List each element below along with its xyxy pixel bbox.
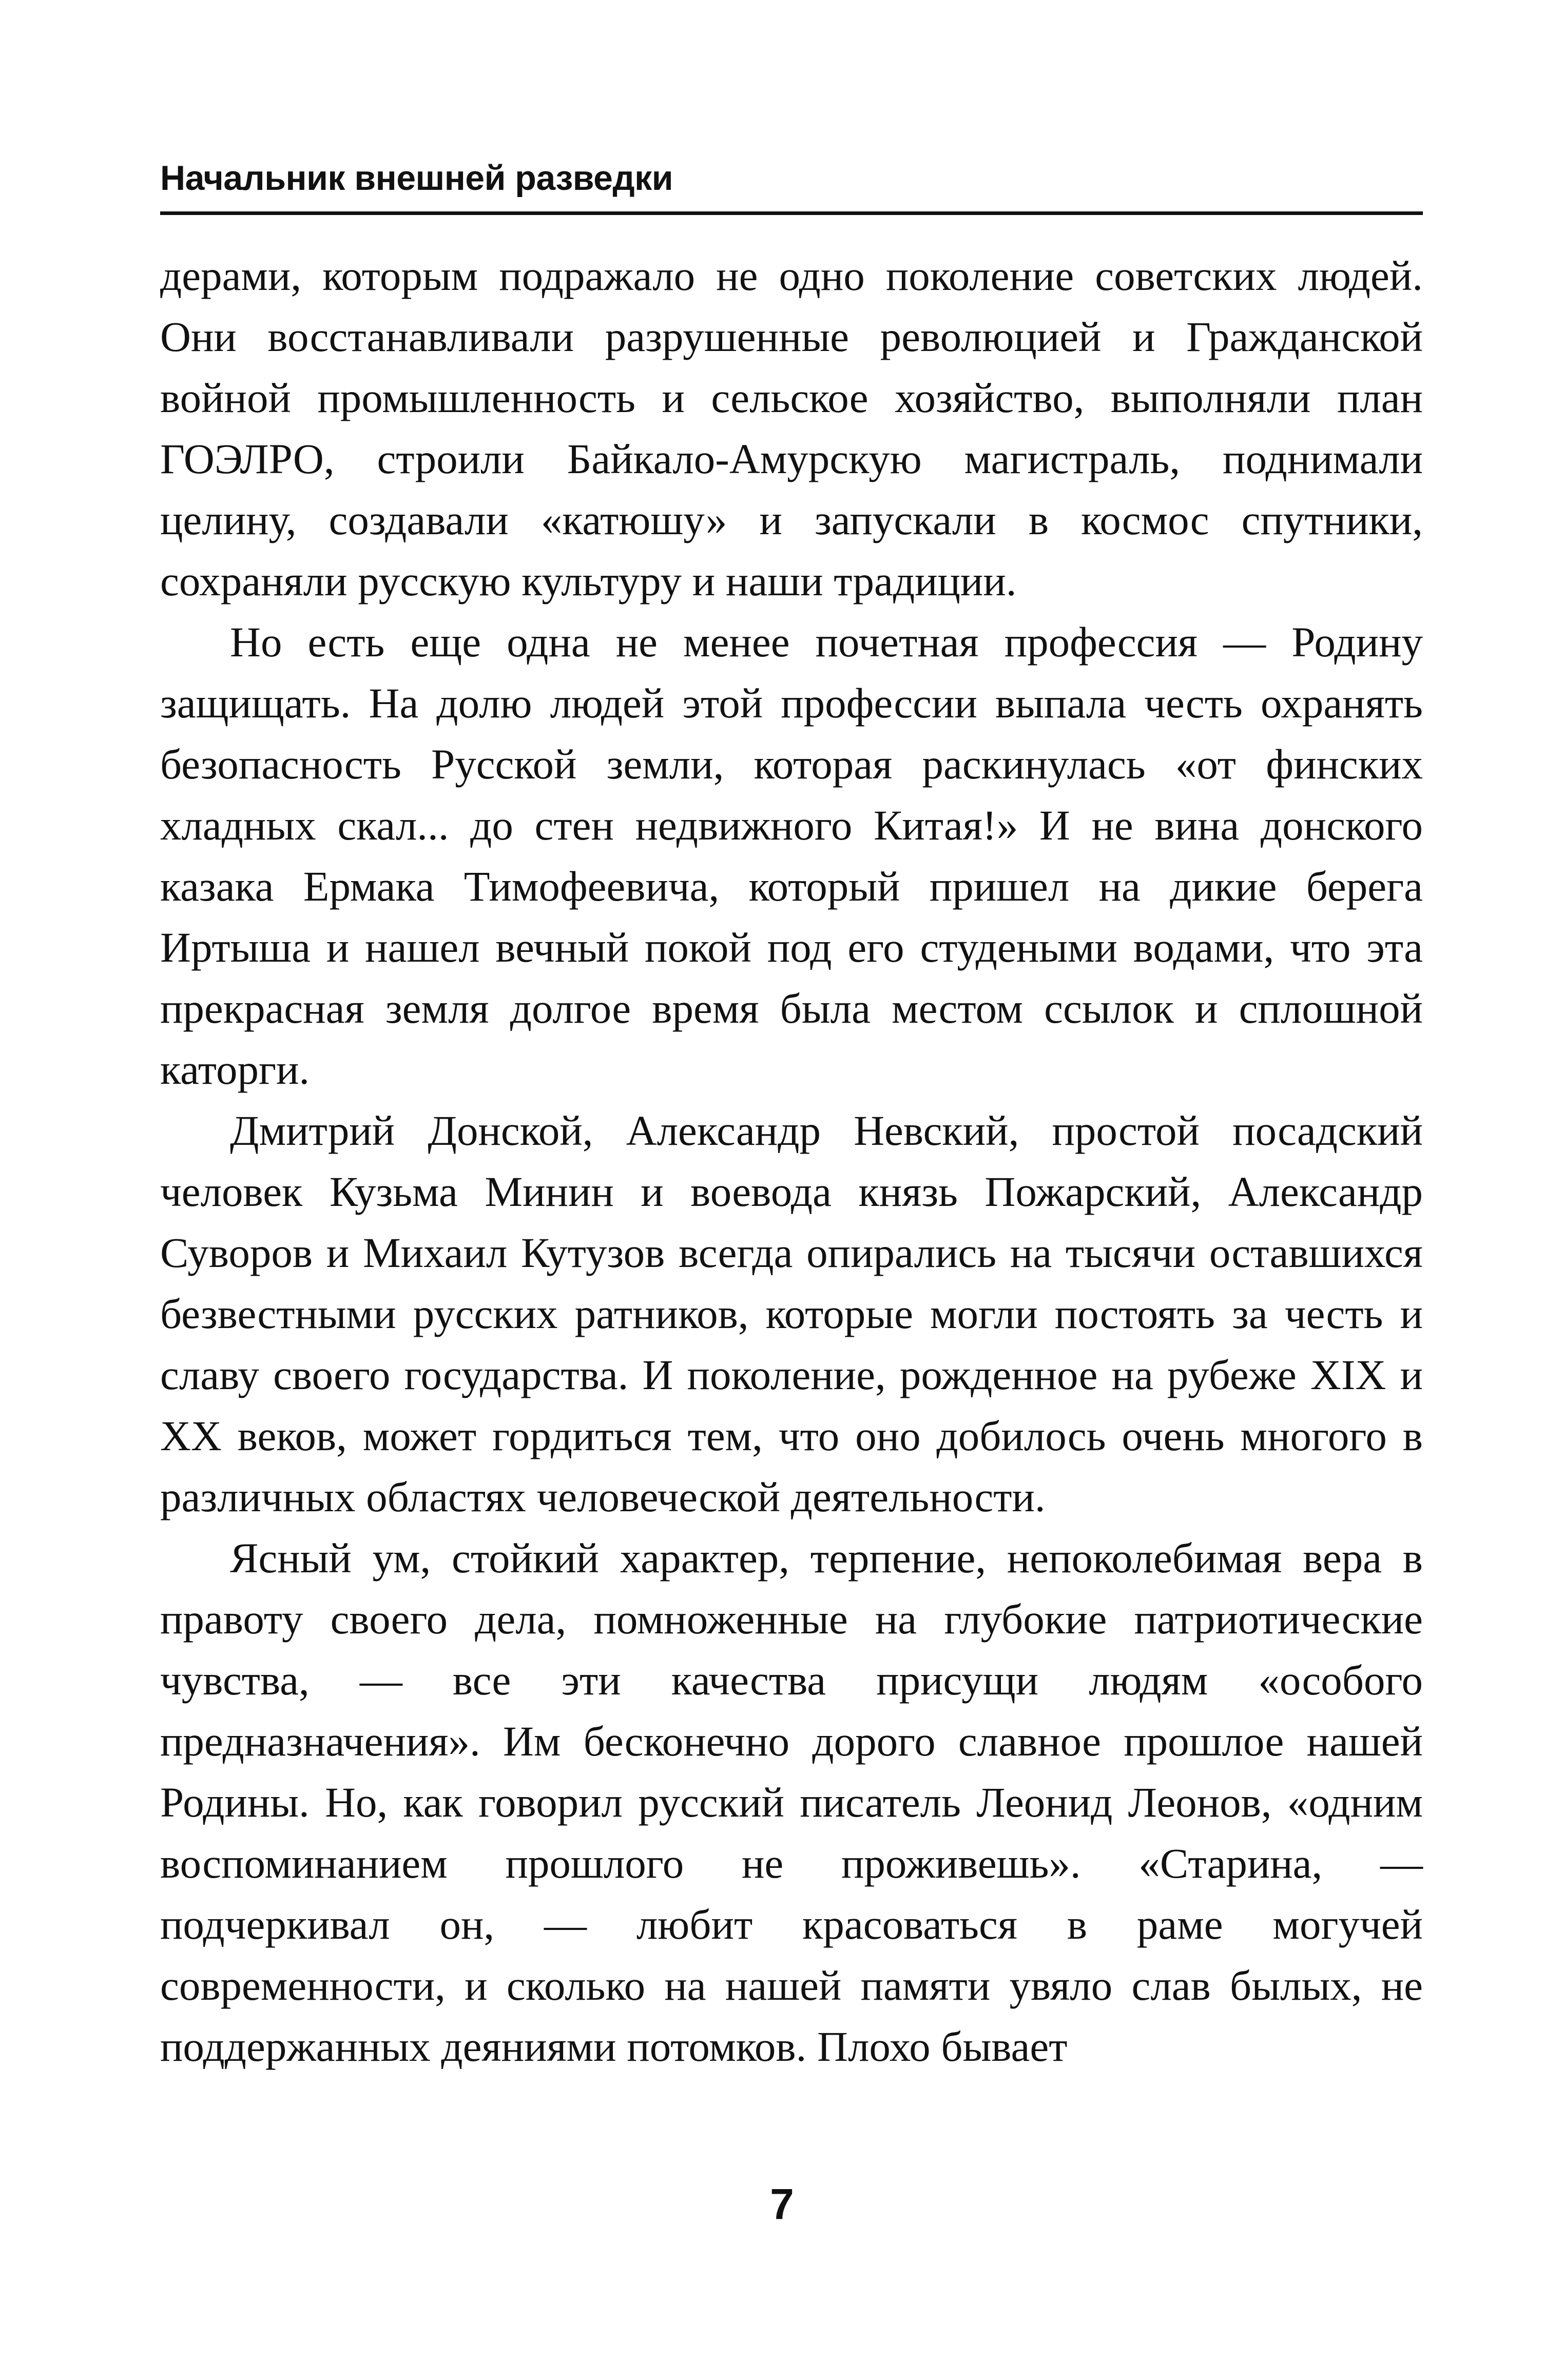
paragraph: Но есть еще одна не менее почетная профессия — Родину защищать. На долю людей этой профессии выпала честь охранять безопасность Русской земли, которая раскинулась «от финских хладных скал... до стен недвижного Китая!» И не вина донского казака Ермака Тимофеевича, который пришел на дикие берега Иртыша и нашел вечный покой под его студеными водами, что эта прекрасная земля долгое время была местом ссылок и сплошной каторги. [160,618,1423,1093]
page-number: 7 [770,2180,794,2228]
body-text [160,245,1423,2077]
paragraph: Ясный ум, стойкий характер, терпение, непоколебимая вера в правоту своего дела, помноженные на глубокие патриотические чувства, — все эти качества присущи людям «особого предназначения». Им бесконечно дорого славное прошлое нашей Родины. Но, как говорил русский писатель Леонид Леонов, «одним воспоминанием прошлого не проживешь». «Старина, — подчеркивал он, — любит красоваться в раме могучей современности, и сколько на нашей памяти увяло слав былых, не поддержанных деяниями потомков. Плохо бывает [160,1534,1423,2070]
running-head-title: Начальник внешней разведки [160,159,673,198]
paragraph-continued: дерами, которым подражало не одно поколение советских людей. Они восстанавливали разрушенные революцией и Гражданской войной промышленность и сельское хозяйство, выполняли план ГОЭЛРО, строили Байкало-Амурскую магистраль, поднимали целину, создавали «катюшу» и запускали в космос спутники, сохраняли русскую культуру и наши традиции. [160,252,1423,604]
paragraph: Дмитрий Донской, Александр Невский, простой посадский человек Кузьма Минин и воевода князь Пожарский, Александр Суворов и Михаил Кутузов всегда опирались на тысячи оставшихся безвестными русских ратников, которые могли постоять за честь и славу своего государства. И поколение, рожденное на рубеже XIX и XX веков, может гордиться тем, что оно добилось очень многого в различных областях человеческой деятельности. [160,1107,1423,1520]
header-rule [160,211,1423,215]
